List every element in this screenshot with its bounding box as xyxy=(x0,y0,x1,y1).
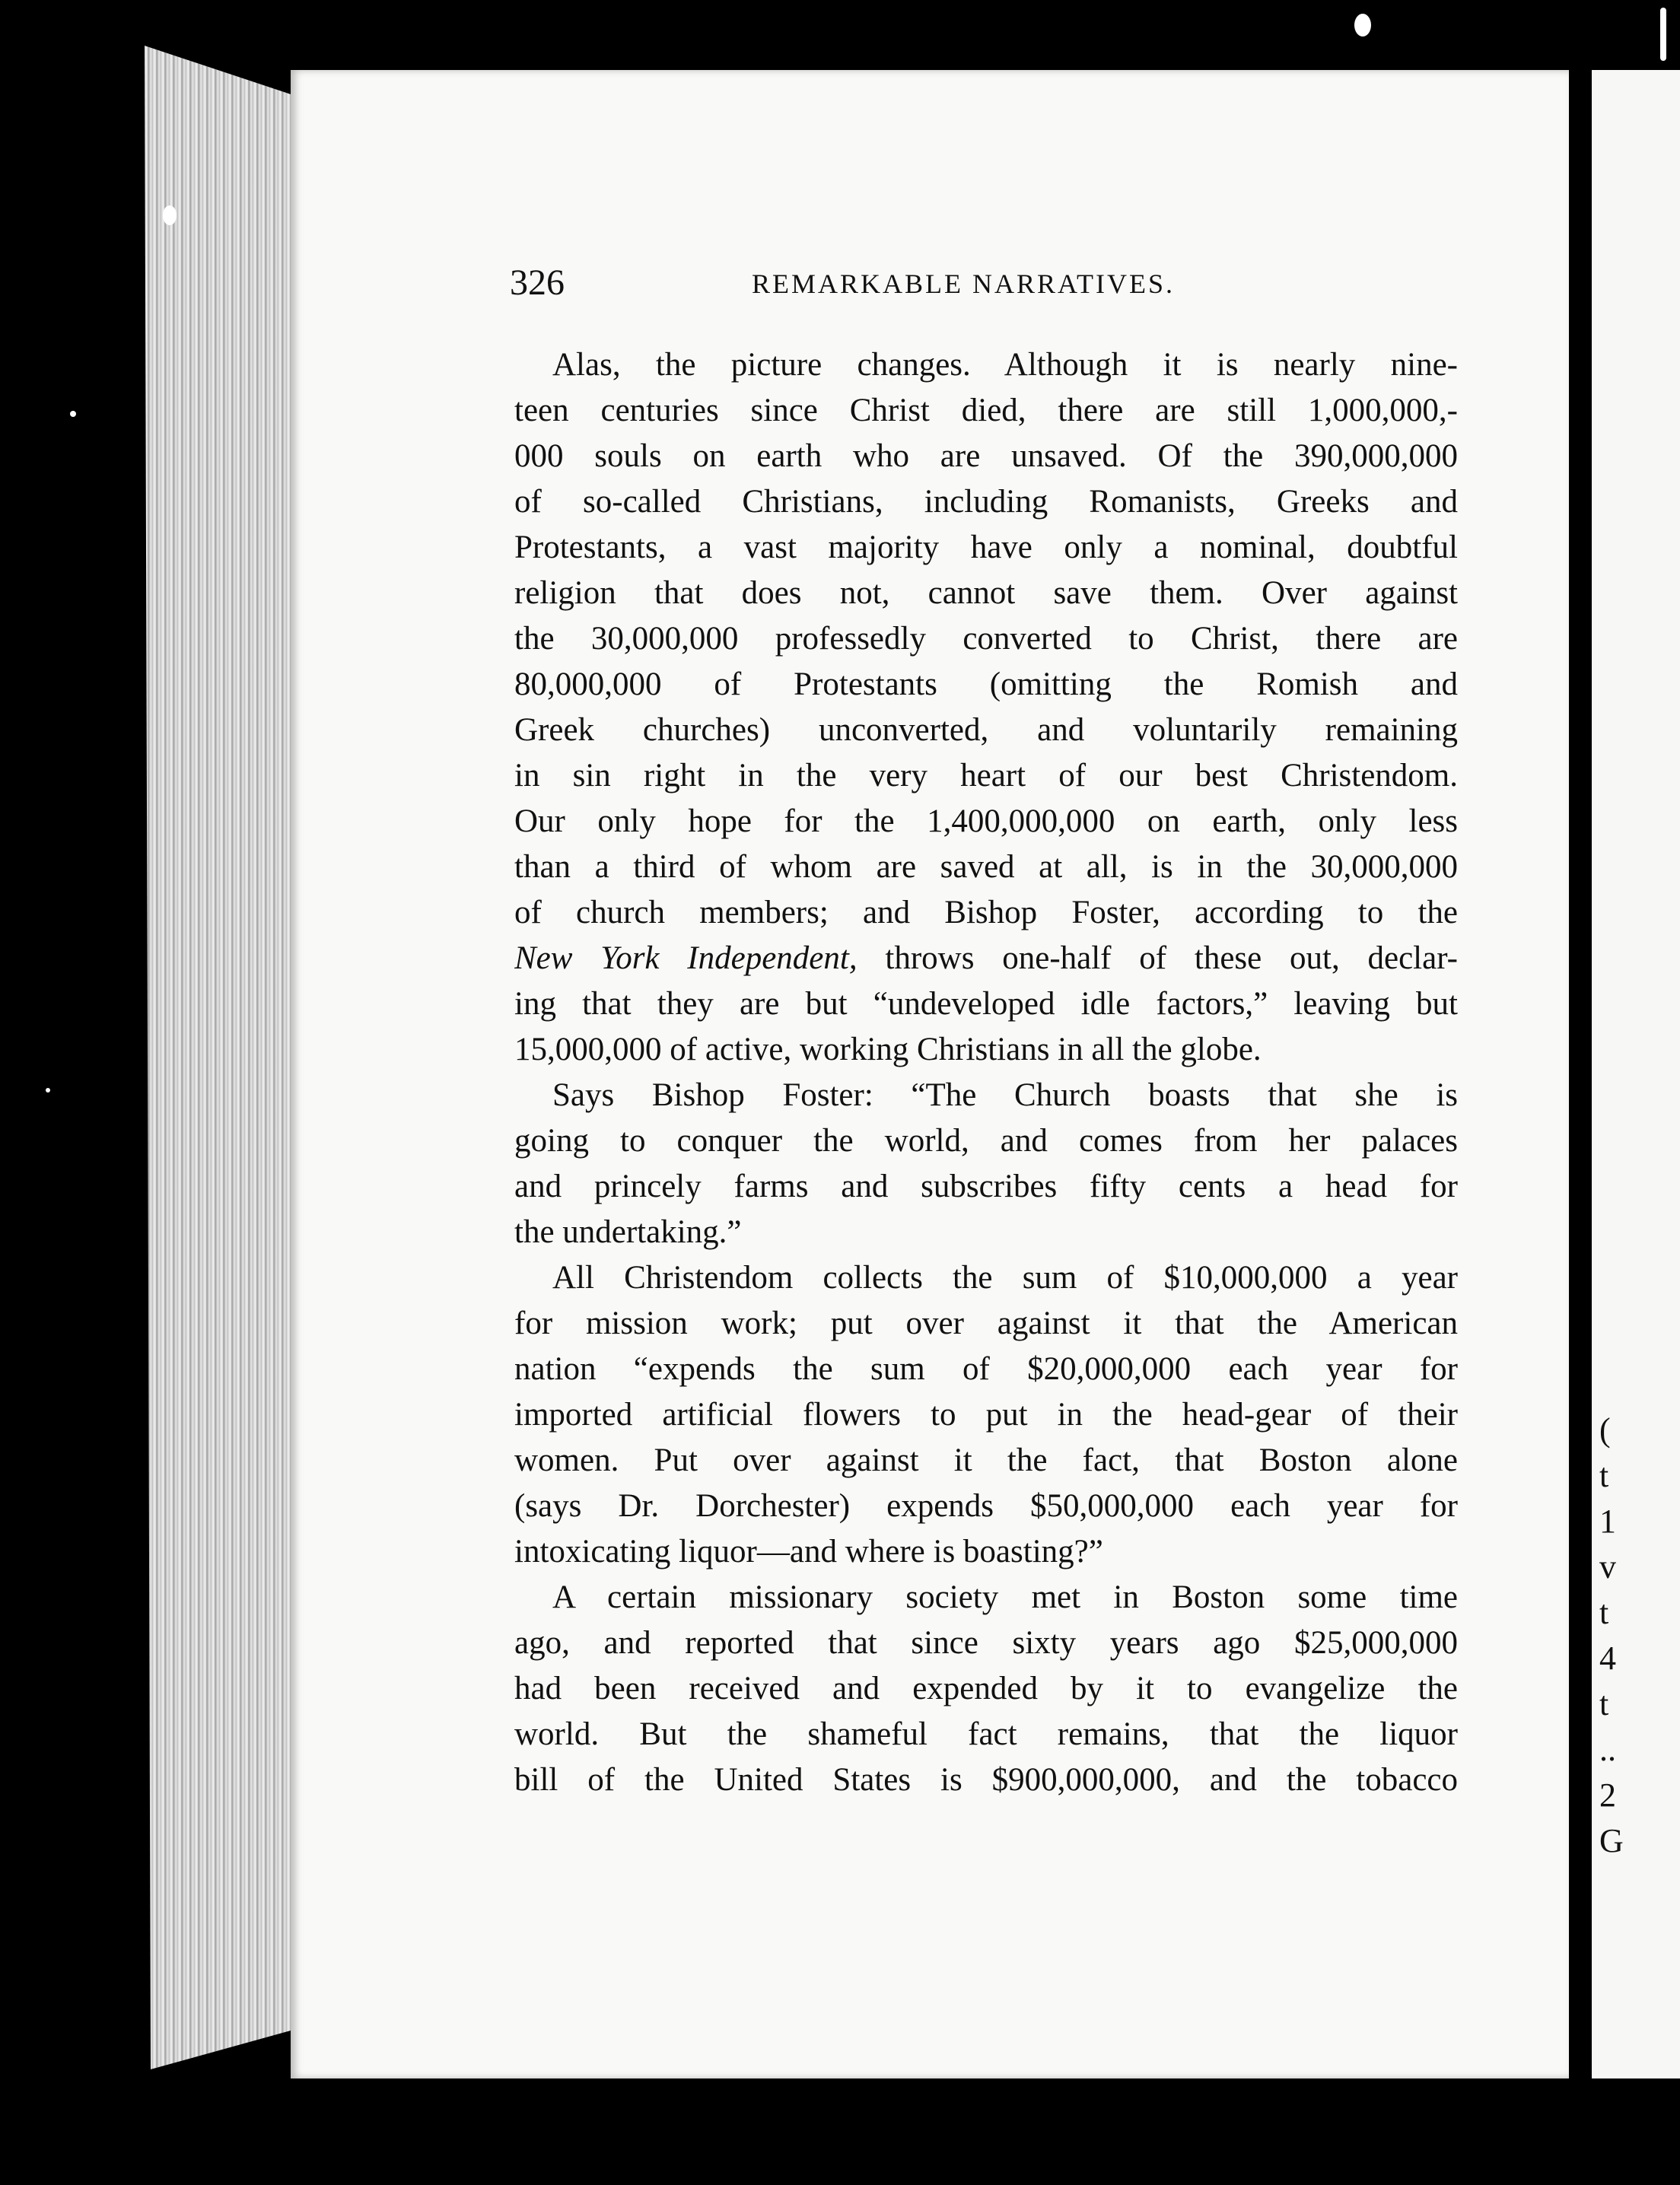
text-line: 15,000,000 of active, working Christians in all the globe. xyxy=(514,1032,1262,1067)
text-line: Alas, the picture changes. Although it is nearly nine- xyxy=(552,347,1458,383)
text-line: (says Dr. Dorchester) expends $50,000,000 each year for xyxy=(514,1488,1458,1524)
text-line: imported artificial flowers to put in the head-gear of their xyxy=(514,1397,1458,1433)
text-line: had been received and expended by it to evangelize the xyxy=(514,1671,1458,1706)
text-line: than a third of whom are saved at all, is in the 30,000,000 xyxy=(514,849,1458,885)
text-line: and princely farms and subscribes fifty cents a head for xyxy=(514,1169,1458,1204)
facing-page xyxy=(1592,70,1680,2078)
facing-page-fragment: ( xyxy=(1599,1411,1611,1449)
text-line: teen centuries since Christ died, there are still 1,000,000,- xyxy=(514,393,1458,428)
scan-speck xyxy=(1354,14,1371,37)
facing-page-text-fragments xyxy=(1599,1407,1675,1864)
text-line: going to conquer the world, and comes from her palaces xyxy=(514,1123,1458,1159)
page-number: 326 xyxy=(510,262,565,303)
book-page-edges xyxy=(145,46,297,2069)
text-line: ago, and reported that since sixty years ago $25,000,000 xyxy=(514,1625,1458,1661)
text-line: religion that does not, cannot save them. Over against xyxy=(514,575,1458,611)
text-line: 80,000,000 of Protestants (omitting the Romish and xyxy=(514,666,1458,702)
scan-speck xyxy=(1660,8,1666,61)
text-line: Says Bishop Foster: “The Church boasts that she is xyxy=(552,1077,1458,1113)
facing-page-fragment: t xyxy=(1599,1594,1609,1631)
running-head-title: REMARKABLE NARRATIVES. xyxy=(752,269,1176,299)
text-line-rest: throws one-half of these out, declar- xyxy=(885,940,1458,976)
text-line: nation “expends the sum of $20,000,000 each year for xyxy=(514,1351,1458,1387)
facing-page-fragment: t xyxy=(1599,1457,1609,1494)
text-line: bill of the United States is $900,000,000, and the tobacco xyxy=(514,1762,1458,1798)
facing-page-fragment: G xyxy=(1599,1822,1624,1859)
text-line: for mission work; put over against it that the American xyxy=(514,1306,1458,1341)
text-line: the 30,000,000 professedly converted to Christ, there are xyxy=(514,621,1458,657)
text-line: intoxicating liquor—and where is boasting?” xyxy=(514,1534,1103,1570)
text-line-with-italic xyxy=(514,936,1458,981)
text-line: the undertaking.” xyxy=(514,1214,742,1250)
scan-speck xyxy=(163,205,177,225)
text-line: world. But the shameful fact remains, that the liquor xyxy=(514,1716,1458,1752)
text-line: All Christendom collects the sum of $10,000,000 a year xyxy=(552,1260,1458,1296)
facing-page-fragment: 2 xyxy=(1599,1776,1616,1814)
text-line: women. Put over against it the fact, that Boston alone xyxy=(514,1442,1458,1478)
running-head xyxy=(510,262,1529,315)
facing-page-fragment: .. xyxy=(1599,1731,1616,1768)
facing-page-fragment: 4 xyxy=(1599,1640,1616,1677)
text-line: A certain missionary society met in Boston some time xyxy=(552,1579,1458,1615)
text-line: Protestants, a vast majority have only a nominal, doubtful xyxy=(514,530,1458,565)
facing-page-fragment: 1 xyxy=(1599,1503,1616,1540)
facing-page-fragment: t xyxy=(1599,1685,1609,1722)
text-line: 000 souls on earth who are unsaved. Of the 390,000,000 xyxy=(514,438,1458,474)
scan-speck xyxy=(46,1088,50,1092)
text-line: of so-called Christians, including Romanists, Greeks and xyxy=(514,484,1458,520)
italic-title: New York Independent, xyxy=(514,940,858,976)
body-text xyxy=(514,342,1458,1803)
scan-speck xyxy=(70,411,76,417)
text-line: ing that they are but “undeveloped idle factors,” leaving but xyxy=(514,986,1458,1022)
text-line: Greek churches) unconverted, and voluntarily remaining xyxy=(514,712,1458,748)
facing-page-fragment: v xyxy=(1599,1548,1616,1585)
text-line: of church members; and Bishop Foster, according to the xyxy=(514,895,1458,930)
text-line: Our only hope for the 1,400,000,000 on earth, only less xyxy=(514,803,1458,839)
text-line: in sin right in the very heart of our best Christendom. xyxy=(514,758,1458,794)
